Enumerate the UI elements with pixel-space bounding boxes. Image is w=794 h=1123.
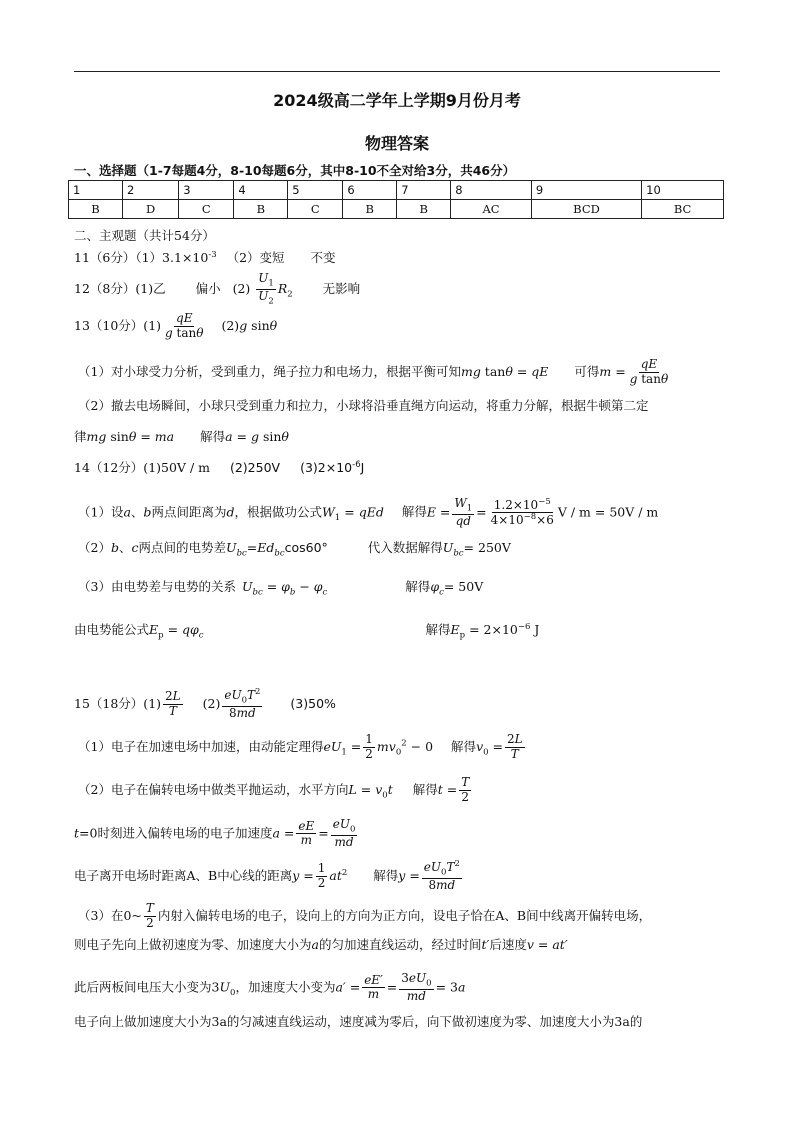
q12-line: 12（8分）(1)乙 偏小 (2) $\frac{U_1}{U_2}$ $R_2$ 无影响 [74, 271, 361, 307]
answer-cell: B [397, 200, 451, 219]
question-number-cell: 9 [531, 181, 641, 200]
question-number-cell: 2 [122, 181, 178, 200]
q15-solution3: t=0时刻进入偏转电场的电子加速度a = $\frac{eE}{m}$ = $\frac{eU_0}{md}$ [74, 817, 356, 850]
q14-solution1: （1）设a、b两点间距离为d，根据做功公式$W_1$ = qEd 解得E = $\frac{W_1}{qd}$ = $\frac{1.2\times 10^{-5}}{4\times 10^{-8}\times 6}$ V / m = 50V / m [78, 496, 659, 529]
question-number-cell: 3 [179, 181, 234, 200]
q13-answer1: $\frac{qE}{\text{g tanθ}}$ [165, 311, 204, 340]
answer-cell: B [234, 200, 288, 219]
question-number-cell: 5 [288, 181, 343, 200]
question-number-cell: 6 [343, 181, 397, 200]
question-number-cell: 10 [642, 181, 724, 200]
answer-cell: BCD [531, 200, 641, 219]
q15-solution2: （2）电子在偏转电场中做类平抛运动，水平方向$L = v_0t$ 解得t = $\frac{T}{2}$ [78, 775, 470, 804]
q11-exponent: -3 [208, 250, 217, 260]
q11-line [74, 250, 336, 265]
q14-solution4: 由电势能公式$E_p = q\varphi_c$ 解得$E_p = 2\times 10^{-6}$ J [74, 622, 540, 641]
answer-cell: C [179, 200, 234, 219]
question-number-row [69, 181, 724, 200]
answer-cell: AC [451, 200, 532, 219]
q15-solution5: （3）在0~ $\frac{T}{2}$ 内射入偏转电场的电子，设向上的方向为正方向，设电子恰在A、B间中线离开偏转电场， [78, 901, 652, 930]
q11-label: 11（6分）（1）3.1×10 [74, 250, 209, 266]
q15-solution8: 电子向上做加速度大小为3a的匀减速直线运动，速度减为零后，向下做初速度为零、加速度大小为3a的 [74, 1014, 643, 1029]
q13-solution1: （1）对小球受力分析，受到重力，绳子拉力和电场力，根据平衡可知mg tanθ = qE 可得m = $\frac{qE}{\text{g tanθ}}$ [78, 357, 669, 386]
section2-heading: 二、主观题（共计54分） [74, 228, 215, 243]
q12-part2: (2) [232, 281, 251, 297]
q14-line: 14（12分）(1)50V / m (2)250V $(3)2\times 10^{-6}J$ [74, 460, 365, 476]
q15-solution7: 此后两板间电压大小变为$3U_0$，加速度大小变为a′ = $\frac{eE'}{m}$ = $\frac{3eU_0}{md}$ = 3a [74, 971, 466, 1004]
question-number-cell: 4 [234, 181, 288, 200]
q15-solution1: （1）电子在加速电场中加速，由动能定理得$eU_1$ = $\frac{1}{2}$ $mv_0^2 - 0$ 解得$v_0$ = $\frac{2L}{T}$ [78, 732, 523, 761]
answer-cell: C [288, 200, 343, 219]
q15-solution6: 则电子先向上做初速度为零、加速度大小为a的匀加速直线运动，经过时间t′后速度v = at′ [74, 937, 568, 952]
q13-part2: (2) [221, 317, 240, 333]
answer-cell: D [122, 200, 178, 219]
page-title: 2024级高二学年上学期9月份月考 [273, 91, 521, 110]
q12-no-effect: 无影响 [322, 281, 361, 297]
header-rule [74, 71, 720, 72]
q14-solution2: （2）b、c两点间的电势差$U_{bc}=Ed_{bc}\cos 60^\circ$ 代入数据解得$U_{bc}= 250V$ [78, 540, 511, 559]
q15-label: 15（18分）(1) [74, 695, 162, 711]
q13-line: 13（10分）(1) $\frac{qE}{\text{g tanθ}}$ (2)g sinθ [74, 311, 278, 340]
q13-solution2: （2）撤去电场瞬间，小球只受到重力和拉力，小球将沿垂直绳方向运动，将重力分解，根据牛顿第二定 [78, 398, 649, 413]
answer-table [68, 180, 724, 219]
q13-label: 13（10分）(1) [74, 317, 162, 333]
q12-small: 偏小 [195, 281, 221, 297]
q14-solution3: （3）由电势差与电势的关系 $U_{bc} = \varphi_b - \varphi_c$ 解得$\varphi_c= 50V$ [78, 579, 484, 598]
q12-label: 12（8分）(1)乙 [74, 281, 166, 297]
answer-row [69, 200, 724, 219]
q15-solution4: 电子离开电场时距离A、B中心线的距离y = $\frac{1}{2}$ $at^2$ 解得y = $\frac{eU_0T^2}{8md}$ [74, 859, 460, 893]
answer-cell: B [343, 200, 397, 219]
answer-cell: BC [642, 200, 724, 219]
q13-solution2b: 律mg sinθ = ma 解得a = g sinθ [74, 429, 289, 444]
question-number-cell: 1 [69, 181, 123, 200]
q12-fraction: $\frac{U_1}{U_2}$ [258, 271, 274, 307]
q11-part2: （2）变短 [226, 250, 285, 266]
question-number-cell: 8 [451, 181, 532, 200]
q15-line: 15（18分）(1) $\frac{2L}{T}$ (2) $\frac{eU_0T^2}{8md}$ (3)50% [74, 687, 336, 721]
answer-cell: B [69, 200, 123, 219]
section1-heading: 一、选择题（1-7每题4分，8-10每题6分，其中8-10不全对给3分，共46分） [74, 163, 516, 178]
q11-part3: 不变 [310, 250, 336, 266]
question-number-cell: 7 [397, 181, 451, 200]
q14-label: 14（12分）(1) [74, 460, 162, 476]
page-subtitle: 物理答案 [364, 134, 429, 153]
